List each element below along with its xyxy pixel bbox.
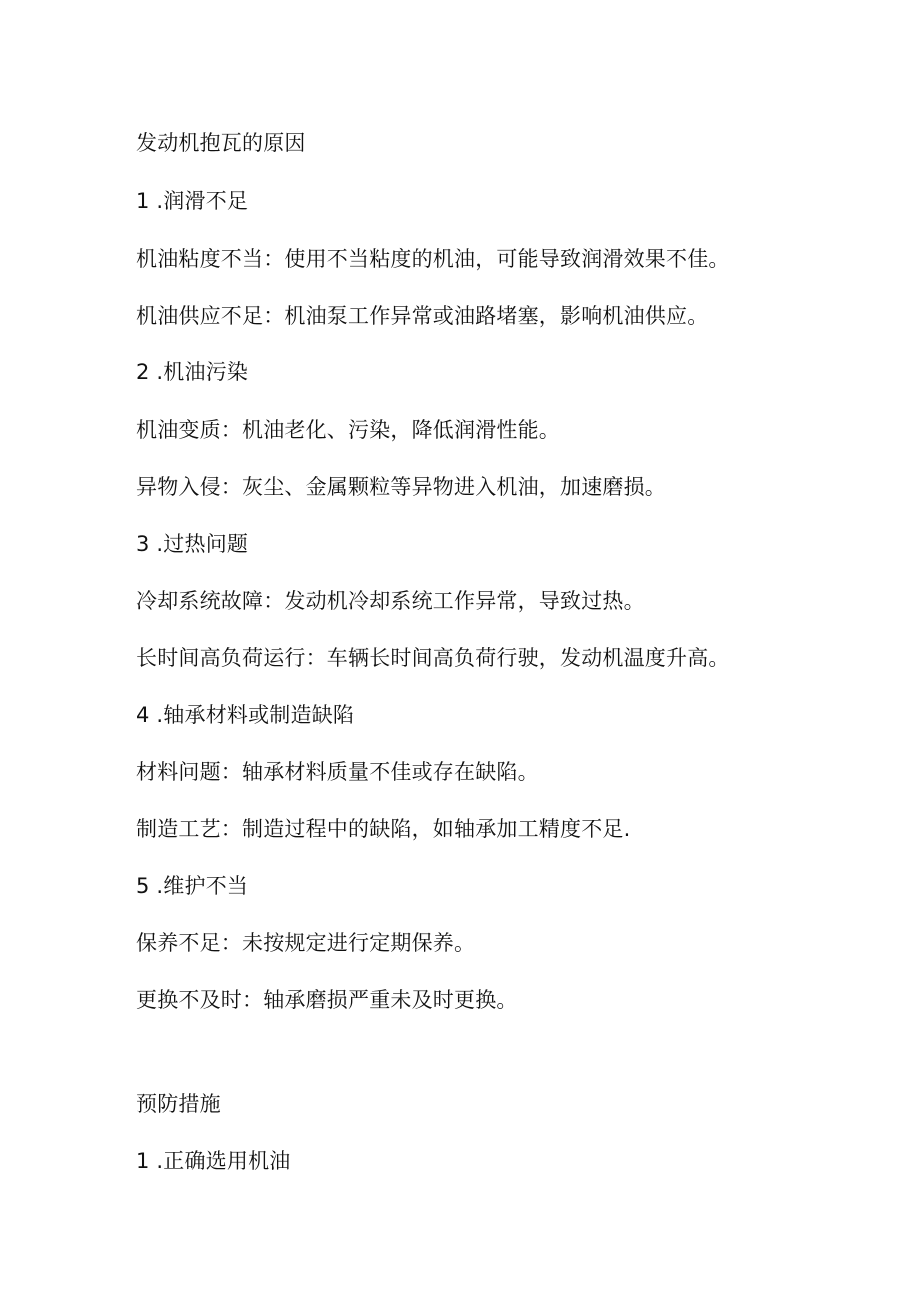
cause-heading-1: 1 .润滑不足 — [136, 189, 249, 213]
cause-point: 长时间高负荷运行：车辆长时间高负荷行驶，发动机温度升高。 — [136, 646, 730, 670]
cause-point: 材料问题：轴承材料质量不佳或存在缺陷。 — [136, 760, 539, 784]
cause-point: 机油供应不足：机油泵工作异常或油路堵塞，影响机油供应。 — [136, 304, 709, 328]
cause-point: 保养不足：未按规定进行定期保养。 — [136, 931, 476, 955]
cause-point: 异物入侵：灰尘、金属颗粒等异物进入机油，加速磨损。 — [136, 475, 666, 499]
cause-point: 制造工艺：制造过程中的缺陷，如轴承加工精度不足. — [136, 817, 631, 841]
cause-heading-4: 4 .轴承材料或制造缺陷 — [136, 703, 355, 727]
cause-heading-2: 2 .机油污染 — [136, 360, 249, 384]
cause-heading-3: 3 .过热问题 — [136, 532, 249, 556]
section-title-prevention: 预防措施 — [136, 1092, 221, 1116]
cause-point: 机油粘度不当：使用不当粘度的机油，可能导致润滑效果不佳。 — [136, 247, 730, 271]
cause-point: 冷却系统故障：发动机冷却系统工作异常，导致过热。 — [136, 589, 645, 613]
cause-heading-5: 5 .维护不当 — [136, 874, 249, 898]
cause-point: 更换不及时：轴承磨损严重未及时更换。 — [136, 988, 518, 1012]
cause-point: 机油变质：机油老化、污染，降低润滑性能。 — [136, 418, 560, 442]
prevention-heading-1: 1 .正确选用机油 — [136, 1149, 291, 1173]
section-title-causes: 发动机抱瓦的原因 — [136, 131, 306, 155]
